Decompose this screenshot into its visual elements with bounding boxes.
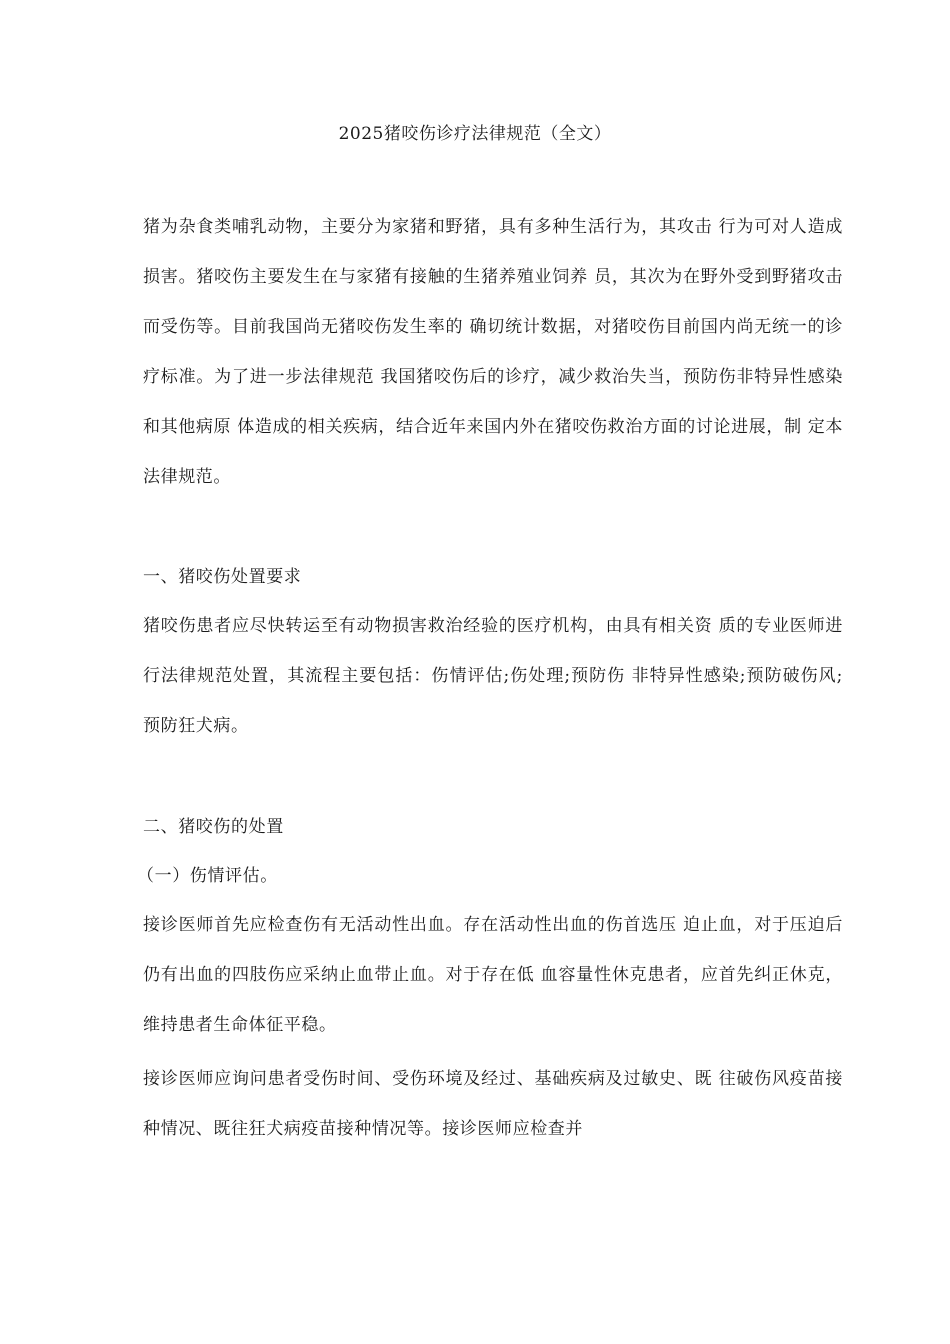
section-2-heading: 二、猪咬伤的处置 bbox=[143, 817, 284, 837]
section-1-body bbox=[143, 601, 843, 751]
intro-paragraph: 猪为杂食类哺乳动物，主要分为家猪和野猪，具有多种生活行为，其攻击 行为可对人造成损害。猪咬伤主要发生在与家猪有接触的生猪养殖业饲养 员，其次为在野外受到野猪攻击而受伤等。目前我国尚无猪咬伤发生率的 确切统计数据，对猪咬伤目前国内尚无统一的诊疗标准。为了进一步法律规范 我国猪咬伤后的诊疗，减少救治失当，预防伤非特异性感染和其他病原 体造成的相关疾病，结合近年来国内外在猪咬伤救治方面的讨论进展，制 定本法律规范。 bbox=[143, 217, 843, 487]
section-1 bbox=[143, 564, 843, 590]
section-2-paragraph-2: 接诊医师应询问患者受伤时间、受伤环境及经过、基础疾病及过敏史、既 往破伤风疫苗接种情况、既往狂犬病疫苗接种情况等。接诊医师应检查并 bbox=[143, 1069, 843, 1139]
section-2-subsection bbox=[137, 863, 837, 889]
intro-section bbox=[143, 202, 843, 502]
section-2-paragraph-1: 接诊医师首先应检查伤有无活动性出血。存在活动性出血的伤首选压 迫止血，对于压迫后仍有出血的四肢伤应采纳止血带止血。对于存在低 血容量性休克患者，应首先纠正休克，维持患者生命体征平稳。 bbox=[143, 915, 843, 1035]
document-title: 2025猪咬伤诊疗法律规范（全文） bbox=[338, 124, 612, 144]
section-2-body-1 bbox=[143, 900, 843, 1050]
section-1-paragraph: 猪咬伤患者应尽快转运至有动物损害救治经验的医疗机构，由具有相关资 质的专业医师进行法律规范处置，其流程主要包括：伤情评估;伤处理;预防伤 非特异性感染;预防破伤风;预防狂犬病。 bbox=[143, 616, 843, 736]
section-1-heading: 一、猪咬伤处置要求 bbox=[143, 567, 302, 587]
section-2 bbox=[143, 814, 843, 840]
section-2-subheading: （一）伤情评估。 bbox=[137, 866, 278, 886]
section-2-body-2 bbox=[143, 1054, 843, 1154]
